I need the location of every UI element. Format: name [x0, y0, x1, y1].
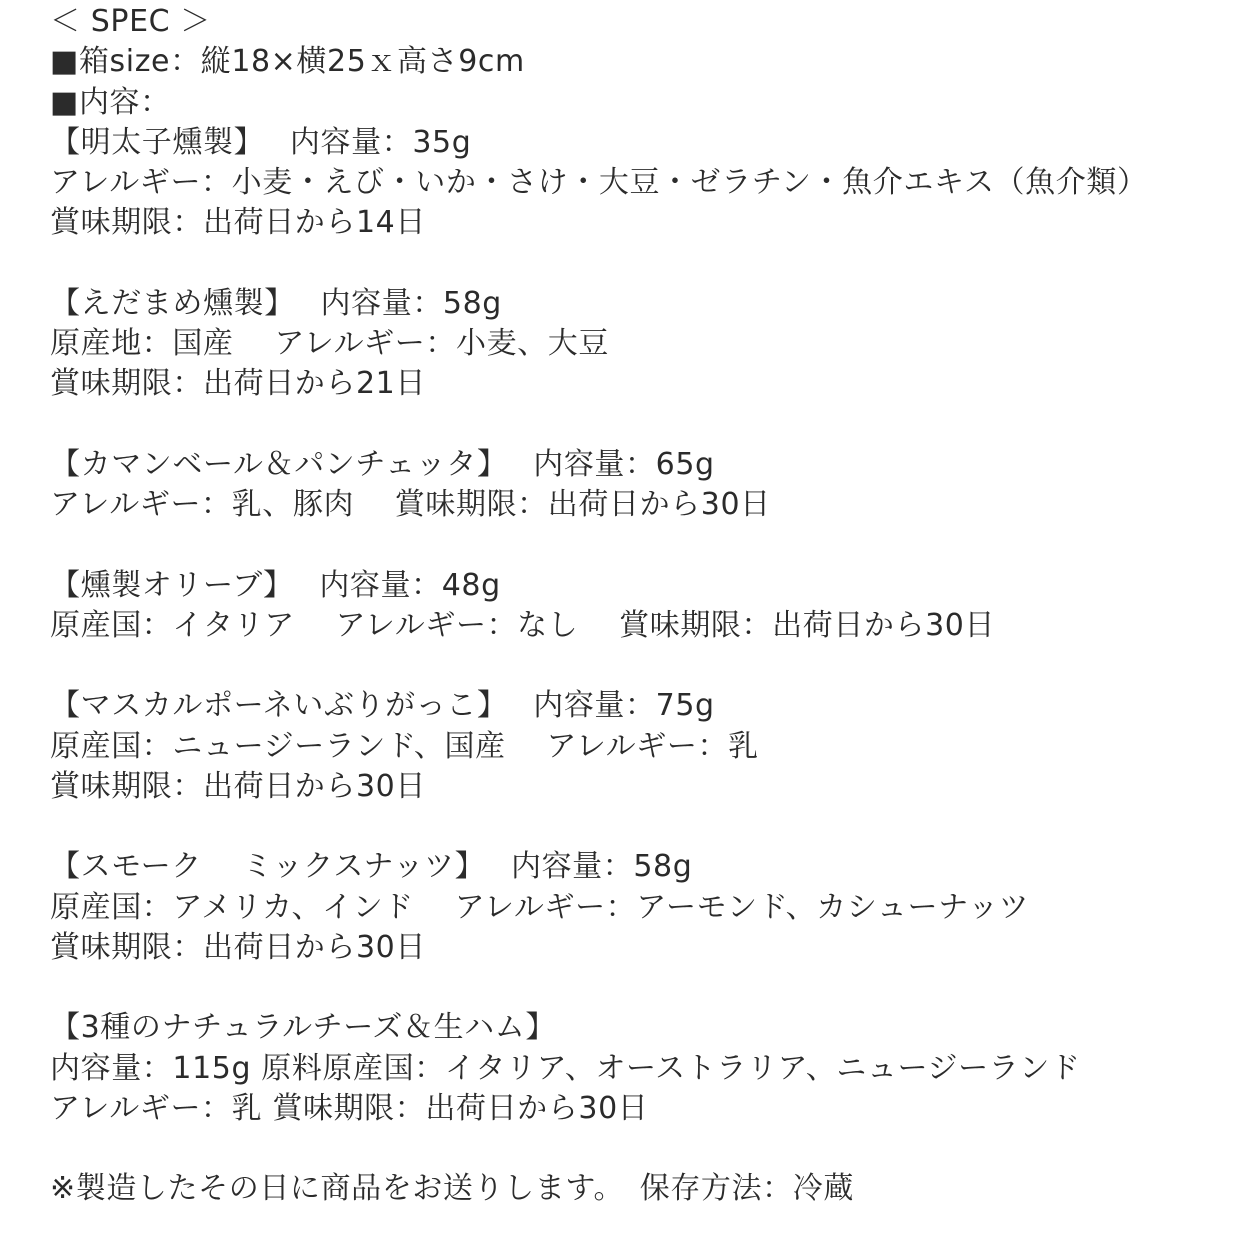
- product-detail: 原産国：イタリア アレルギー：なし 賞味期限：出荷日から30日: [50, 607, 996, 643]
- product-heading: 【スモーク ミックスナッツ】 内容量：58g: [50, 849, 693, 885]
- product-block-mixed-nuts: [50, 847, 1230, 968]
- product-block-cheese-ham: [50, 1008, 1230, 1129]
- spacer: [50, 405, 1230, 445]
- product-detail: 原産国：ニュージーランド、国産 アレルギー：乳: [50, 728, 759, 764]
- product-detail: 原産国：アメリカ、インド アレルギー：アーモンド、カシューナッツ: [50, 889, 1030, 925]
- product-block-olive: [50, 566, 1230, 647]
- product-detail: 賞味期限：出荷日から21日: [50, 366, 426, 402]
- footer-note: ※製造したその日に商品をお送りします。 保存方法：冷蔵: [50, 1171, 854, 1207]
- product-heading: 【燻製オリーブ】 内容量：48g: [50, 567, 501, 603]
- product-detail: アレルギー：乳、豚肉 賞味期限：出荷日から30日: [50, 487, 771, 522]
- spacer: [50, 244, 1230, 284]
- product-block-mentaiko: [50, 123, 1230, 244]
- product-heading: 【カマンベール＆パンチェッタ】 内容量：65g: [50, 446, 715, 482]
- product-detail: 原産地：国産 アレルギー：小麦、大豆: [50, 326, 609, 361]
- product-detail: 内容量：115g 原料原産国：イタリア、オーストラリア、ニュージーランド: [50, 1050, 1081, 1086]
- product-block-camembert: [50, 445, 1230, 526]
- product-block-edamame: [50, 284, 1230, 405]
- box-size: ■箱size：縦18×横25ｘ高さ9cm: [50, 44, 525, 80]
- product-detail: アレルギー：乳 賞味期限：出荷日から30日: [50, 1090, 649, 1126]
- product-heading: 【えだまめ燻製】 内容量：58g: [50, 285, 502, 321]
- product-heading: 【明太子燻製】 内容量：35g: [50, 124, 472, 160]
- product-heading: 【3種のナチュラルチーズ＆生ハム】: [50, 1010, 556, 1046]
- spec-title: ＜ SPEC ＞: [50, 4, 211, 39]
- spacer: [50, 525, 1230, 565]
- product-block-mascarpone: [50, 686, 1230, 807]
- product-heading: 【マスカルポーネいぶりがっこ】 内容量：75g: [50, 688, 715, 724]
- spacer: [50, 646, 1230, 686]
- product-detail: アレルギー：小麦・えび・いか・さけ・大豆・ゼラチン・魚介エキス（魚介類）: [50, 165, 1148, 200]
- product-detail: 賞味期限：出荷日から30日: [50, 929, 426, 965]
- product-detail: 賞味期限：出荷日から14日: [50, 205, 426, 241]
- product-detail: 賞味期限：出荷日から30日: [50, 768, 426, 804]
- spacer: [50, 968, 1230, 1008]
- spacer: [50, 1129, 1230, 1169]
- spacer: [50, 807, 1230, 847]
- spec-sheet: [50, 2, 1230, 1210]
- contents-label: ■内容：: [50, 84, 171, 120]
